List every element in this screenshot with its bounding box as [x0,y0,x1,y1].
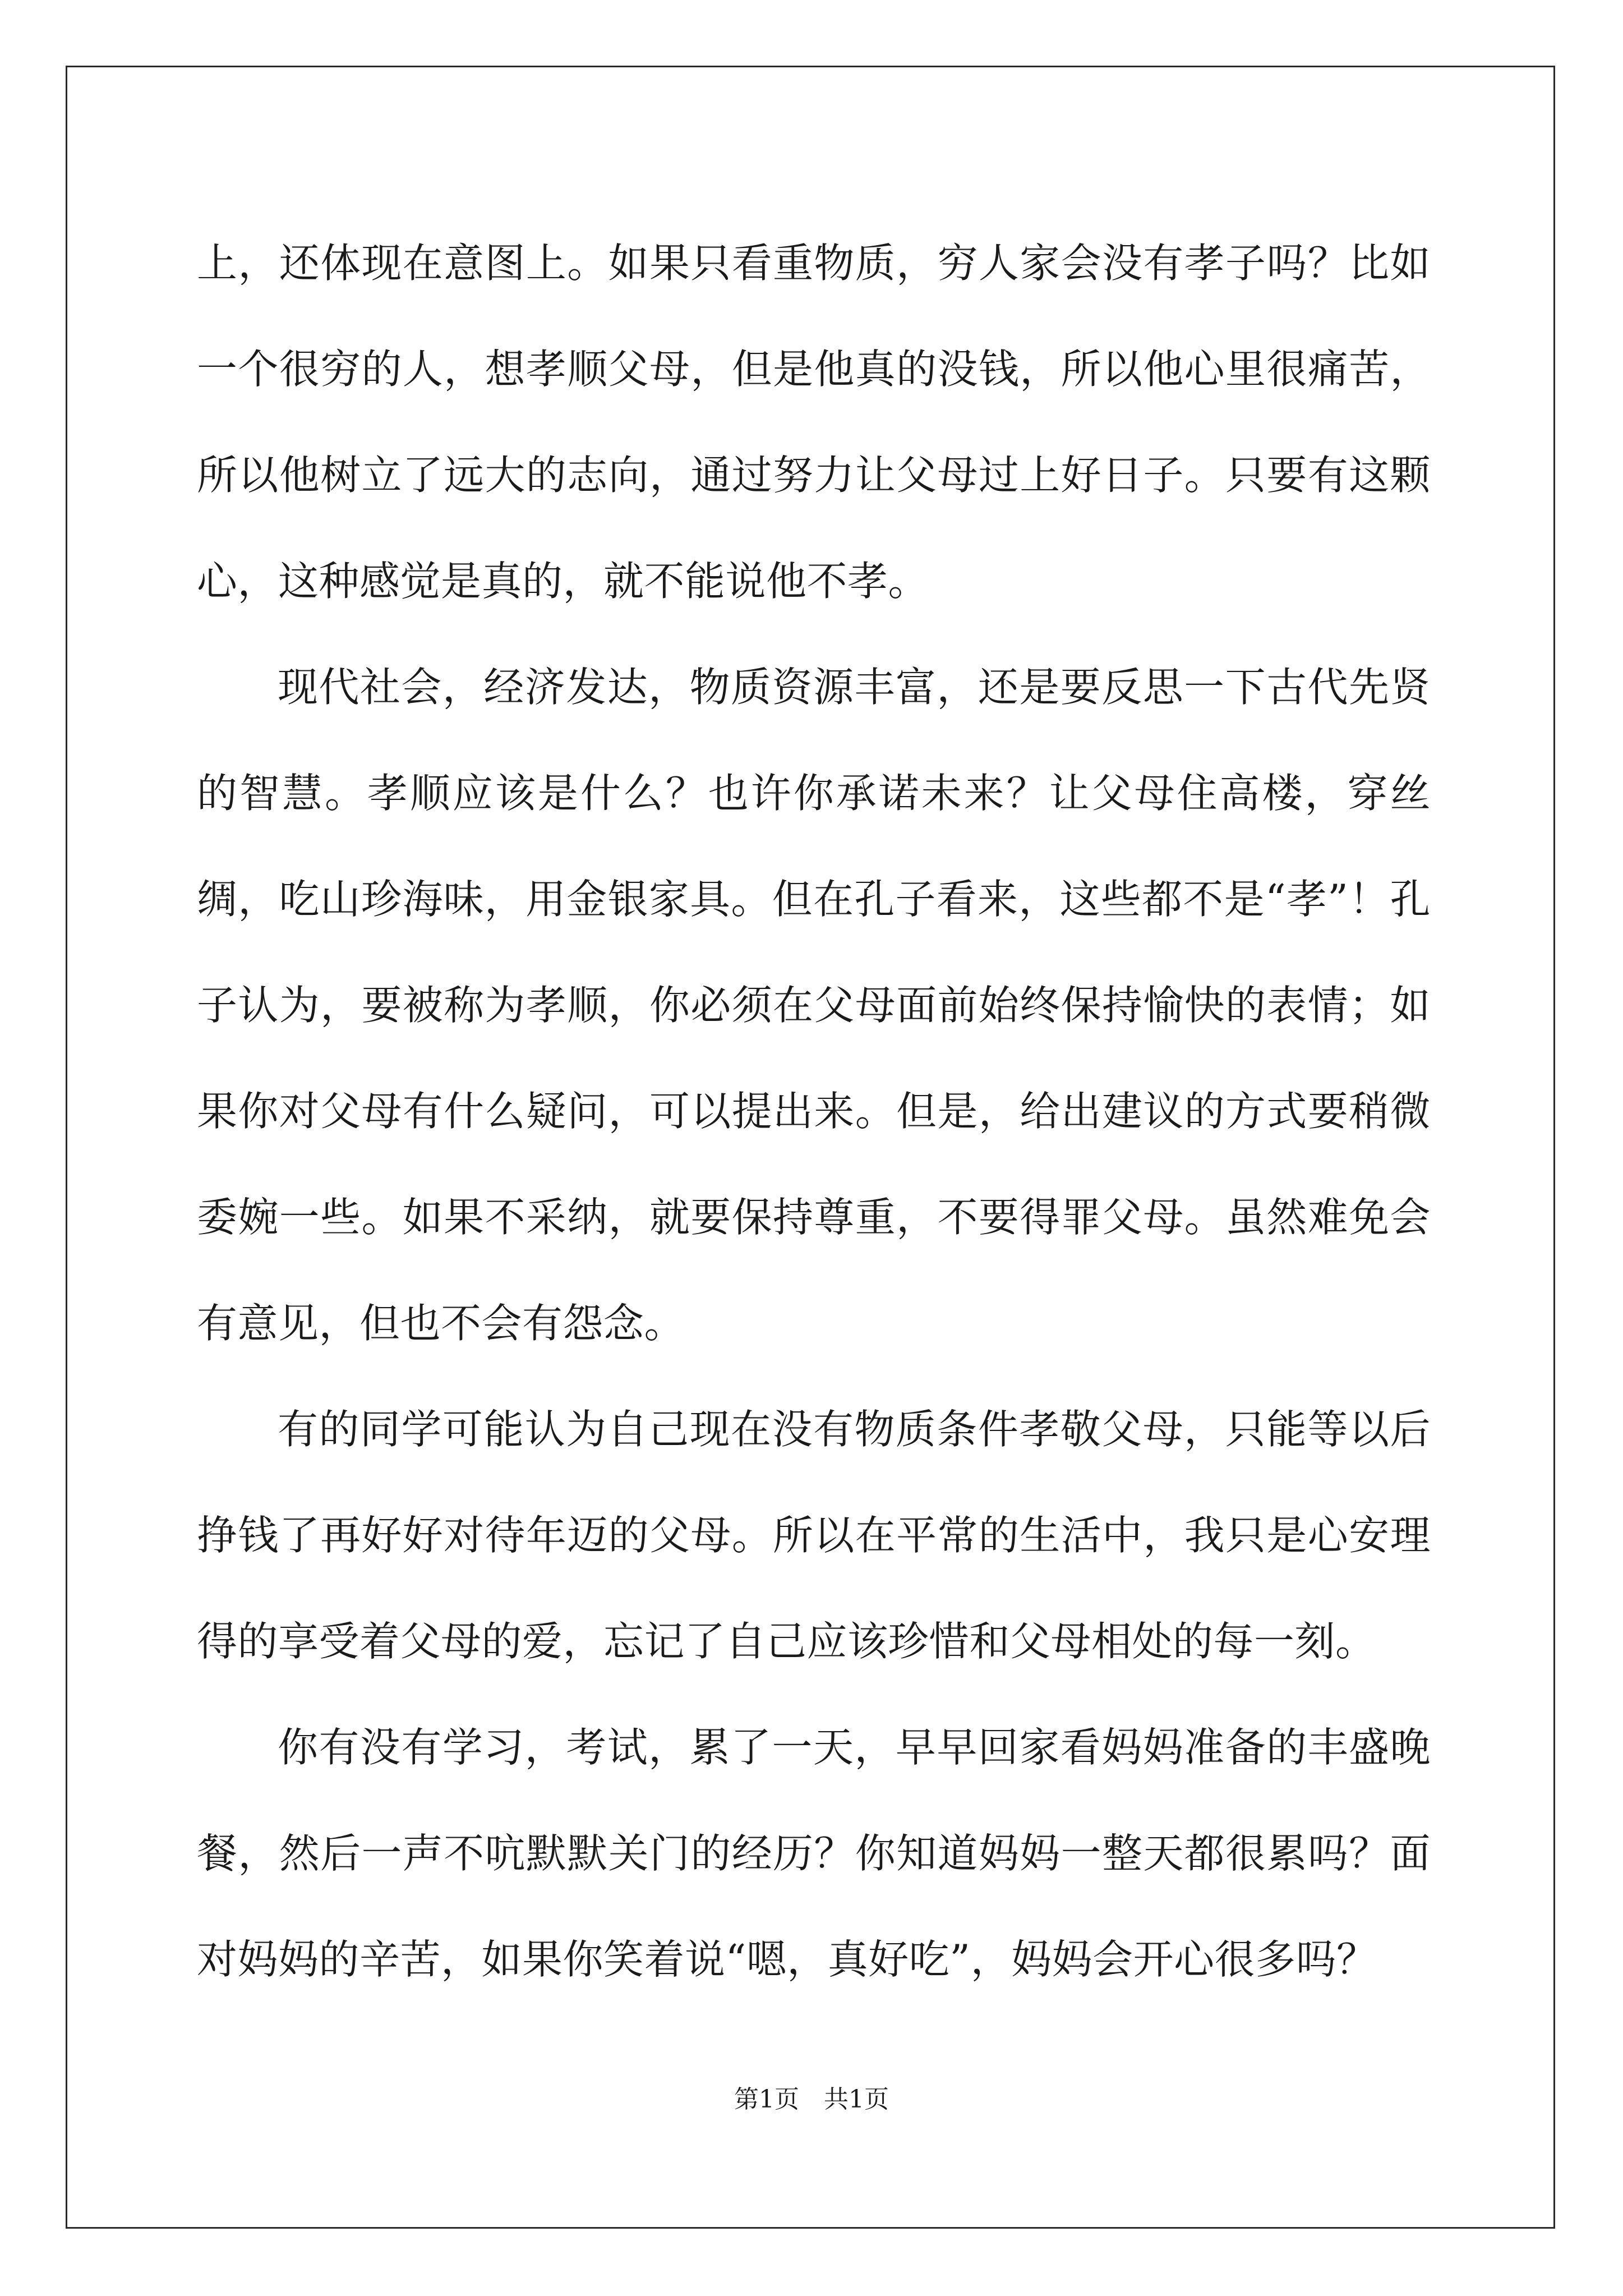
page-footer: 第1页 共1页 [734,2085,889,2114]
paragraph-3: 有的同学可能认为自己现在没有物质条件孝敬父母，只能等以后挣钱了再好好对待年迈的父母。所以在平常的生活中，我只是心安理得的享受着父母的爱，忘记了自己应该珍惜和父母相处的每一刻。 [197,1406,1431,1665]
document-body [197,210,1431,2013]
paragraph-4: 你有没有学习，考试，累了一天，早早回家看妈妈准备的丰盛晚餐，然后一声不吭默默关门的经历？你知道妈妈一整天都很累吗？面对妈妈的辛苦，如果你笑着说“嗯，真好吃”，妈妈会开心很多吗？ [197,1724,1431,1983]
paragraph-2: 现代社会，经济发达，物质资源丰富，还是要反思一下古代先贤的智慧。孝顺应该是什么？也许你承诺未来？让父母住高楼，穿丝绸，吃山珍海味，用金银家具。但在孔子看来，这些都不是“孝”！孔子认为，要被称为孝顺，你必须在父母面前始终保持愉快的表情；如果你对父母有什么疑问，可以提出来。但是，给出建议的方式要稍微委婉一些。如果不采纳，就要保持尊重，不要得罪父母。虽然难免会有意见，但也不会有怨念。 [197,664,1431,1347]
paragraph-1: 上，还体现在意图上。如果只看重物质，穷人家会没有孝子吗？比如一个很穷的人，想孝顺父母，但是他真的没钱，所以他心里很痛苦，所以他树立了远大的志向，通过努力让父母过上好日子。只要有这颗心，这种感觉是真的，就不能说他不孝。 [197,240,1431,605]
